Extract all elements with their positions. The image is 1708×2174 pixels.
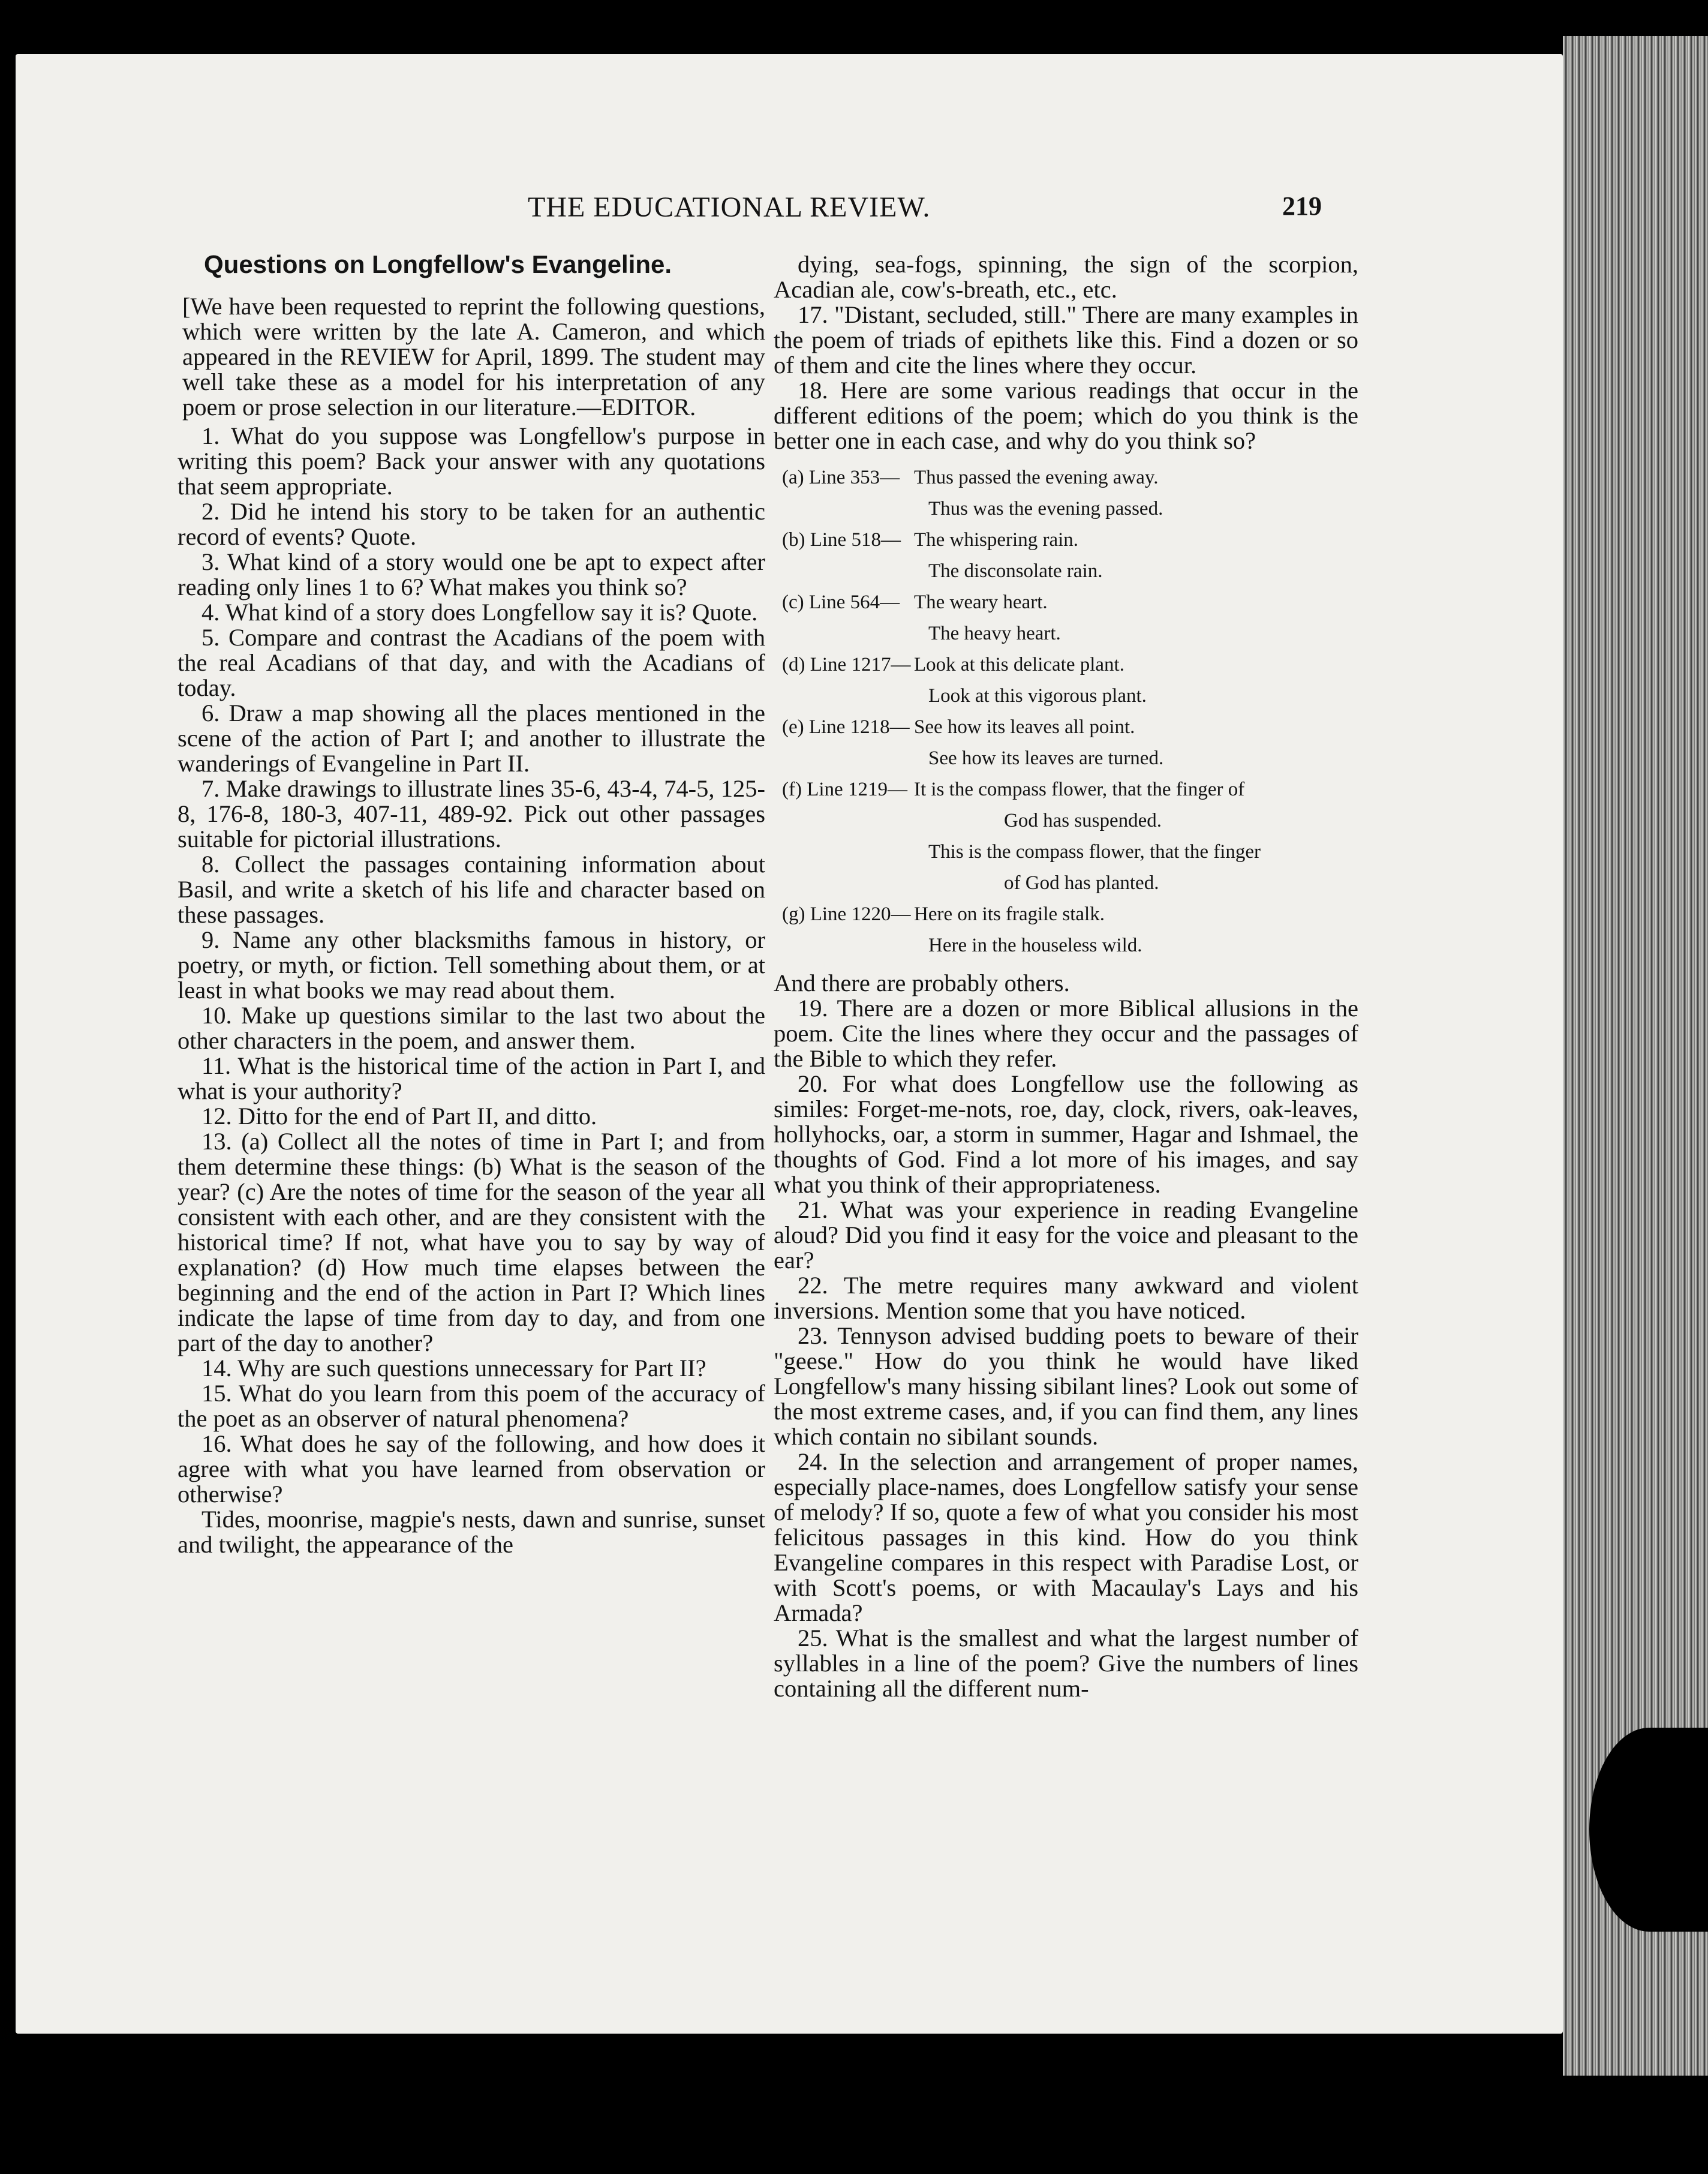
scan-shadow	[1589, 1728, 1708, 1932]
reading-alternative: of God has planted.	[1004, 872, 1159, 894]
reading-row	[782, 587, 1358, 618]
right-column	[774, 252, 1358, 1701]
reading-first: Thus passed the evening away.	[914, 467, 1159, 488]
reading-label: (b) Line 518—	[782, 529, 901, 551]
question-paragraph: 4. What kind of a story does Longfellow say it is? Quote.	[202, 599, 758, 626]
question-paragraph: 23. Tennyson advised budding poets to beware of their "geese." How do you think he would have liked Longfellow's many hissing sibilant lines? Look out some of the most extreme cases, and, if you can find them, any lines which contain no sibilant sounds.	[774, 1322, 1358, 1450]
reading-row	[782, 462, 1358, 493]
question-paragraph: 25. What is the smallest and what the largest number of syllables in a line of the poem? Give the numbers of lines containing all the different num-	[774, 1625, 1358, 1702]
reading-first: The weary heart.	[914, 591, 1048, 613]
right-top-paragraphs	[774, 252, 1358, 454]
question-paragraph: 19. There are a dozen or more Biblical allusions in the poem. Cite the lines where they occur and the passages of the Bible to which they refer.	[774, 995, 1358, 1072]
question-paragraph: 15. What do you learn from this poem of the accuracy of the poet as an observer of natural phenomena?	[178, 1380, 765, 1432]
question-paragraph: Tides, moonrise, magpie's nests, dawn and sunrise, sunset and twilight, the appearance of the	[178, 1506, 765, 1558]
question-paragraph: 21. What was your experience in reading Evangeline aloud? Did you find it easy for the voice and pleasant to the ear?	[774, 1196, 1358, 1274]
question-paragraph: 11. What is the historical time of the action in Part I, and what is your authority?	[178, 1052, 765, 1104]
reading-first: Look at this delicate plant.	[914, 654, 1124, 675]
question-paragraph: 1. What do you suppose was Longfellow's purpose in writing this poem? Back your answer with any quotations that seem appropriate.	[178, 422, 765, 500]
question-paragraph: 13. (a) Collect all the notes of time in Part I; and from them determine these things: (b) What is the season of the year? (c) Are the notes of time for the season of the year all consistent with each other, and are they consistent with the historical time? If not, what have you to say by way of explanation? (d) How much time elapses between the beginning and the end of the action in Part I? Which lines indicate the lapse of time from day to day, and from one part of the day to another?	[178, 1128, 765, 1356]
running-title: THE EDUCATIONAL REVIEW.	[528, 191, 931, 223]
reading-alternative: See how its leaves are turned.	[928, 747, 1164, 769]
question-paragraph: And there are probably others.	[774, 969, 1070, 996]
article-title: Questions on Longfellow's Evangeline.	[204, 250, 672, 278]
question-paragraph: 6. Draw a map showing all the places mentioned in the scene of the action of Part I; and another to illustrate the wanderings of Evangeline in Part II.	[178, 699, 765, 777]
left-column	[178, 252, 765, 1557]
question-paragraph: 17. "Distant, secluded, still." There are many examples in the poem of triads of epithets like this. Find a dozen or so of them and cite the lines where they occur.	[774, 301, 1358, 379]
question-paragraph: 5. Compare and contrast the Acadians of the poem with the real Acadians of that day, and with the Acadians of today.	[178, 624, 765, 701]
question-paragraph: 24. In the selection and arrangement of proper names, especially place-names, does Longfellow satisfy your sense of melody? If so, quote a few of what you consider his most felicitous passages in this kind. How do you think Evangeline compares in this respect with Paradise Lost, or with Scott's poems, or with Macaulay's Lays and his Armada?	[774, 1448, 1358, 1626]
question-paragraph: 18. Here are some various readings that occur in the different editions of the poem; which do you think is the better one in each case, and why do you think so?	[774, 377, 1358, 454]
reading-first: Here on its fragile stalk.	[914, 903, 1105, 925]
question-paragraph: 7. Make drawings to illustrate lines 35-6, 43-4, 74-5, 125-8, 176-8, 180-3, 407-11, 489-92. Pick out other passages suitable for pictorial illustrations.	[178, 775, 765, 852]
question-paragraph: 10. Make up questions similar to the last two about the other characters in the poem, and answer them.	[178, 1002, 765, 1054]
reading-row	[782, 899, 1358, 930]
reading-alternative: The heavy heart.	[928, 623, 1061, 644]
reading-label: (g) Line 1220—	[782, 903, 911, 925]
reading-continuation: God has suspended.	[1004, 810, 1162, 831]
reading-alternative: This is the compass flower, that the finger	[928, 841, 1261, 863]
reading-row	[782, 649, 1358, 680]
reading-row	[782, 524, 1358, 555]
reading-alternative: Thus was the evening passed.	[928, 498, 1163, 520]
reading-label: (e) Line 1218—	[782, 716, 910, 738]
right-bottom-paragraphs	[774, 971, 1358, 1701]
question-paragraph: 9. Name any other blacksmiths famous in history, or poetry, or myth, or fiction. Tell something about them, or at least in what books we may read about them.	[178, 926, 765, 1004]
reading-label: (f) Line 1219—	[782, 779, 907, 800]
reading-first: The whispering rain.	[914, 529, 1079, 551]
reading-row	[782, 711, 1358, 743]
reading-alternative: Look at this vigorous plant.	[928, 685, 1147, 707]
question-paragraph: 2. Did he intend his story to be taken for an authentic record of events? Quote.	[178, 498, 765, 550]
reading-row	[782, 774, 1358, 805]
reading-first: It is the compass flower, that the finger of	[914, 779, 1245, 800]
reading-alternative: The disconsolate rain.	[928, 560, 1103, 582]
readings-list	[782, 462, 1358, 961]
question-paragraph: 8. Collect the passages containing information about Basil, and write a sketch of his life and character based on these passages.	[178, 851, 765, 928]
reading-label: (a) Line 353—	[782, 467, 900, 488]
question-paragraph: 20. For what does Longfellow use the following as similes: Forget-me-nots, roe, day, clock, rivers, oak-leaves, hollyhocks, oar, a storm in summer, Hagar and Ishmael, the thoughts of God. Find a lot more of his images, and say what you think of their appropriateness.	[774, 1070, 1358, 1198]
question-paragraph: 14. Why are such questions unnecessary for Part II?	[202, 1355, 706, 1382]
question-paragraph: 12. Ditto for the end of Part II, and ditto.	[202, 1103, 597, 1130]
reading-label: (c) Line 564—	[782, 591, 900, 613]
editor-intro: [We have been requested to reprint the following questions, which were written by the late A. Cameron, and which appeared in the REVIEW for April, 1899. The student may well take these as a model for his interpretation of any poem or prose selection in our literature.—EDITOR.	[182, 293, 765, 421]
page-number: 219	[1282, 191, 1322, 221]
question-paragraph: 16. What does he say of the following, and how does it agree with what you have learned from observation or otherwise?	[178, 1430, 765, 1508]
reading-label: (d) Line 1217—	[782, 654, 911, 675]
reading-alternative: Here in the houseless wild.	[928, 935, 1142, 956]
reading-first: See how its leaves all point.	[914, 716, 1135, 738]
question-paragraph: 3. What kind of a story would one be apt to expect after reading only lines 1 to 6? What makes you think so?	[178, 548, 765, 600]
question-paragraph: dying, sea-fogs, spinning, the sign of the scorpion, Acadian ale, cow's-breath, etc., etc.	[774, 251, 1358, 303]
question-paragraph: 22. The metre requires many awkward and violent inversions. Mention some that you have noticed.	[774, 1272, 1358, 1324]
left-question-list	[178, 424, 765, 1557]
